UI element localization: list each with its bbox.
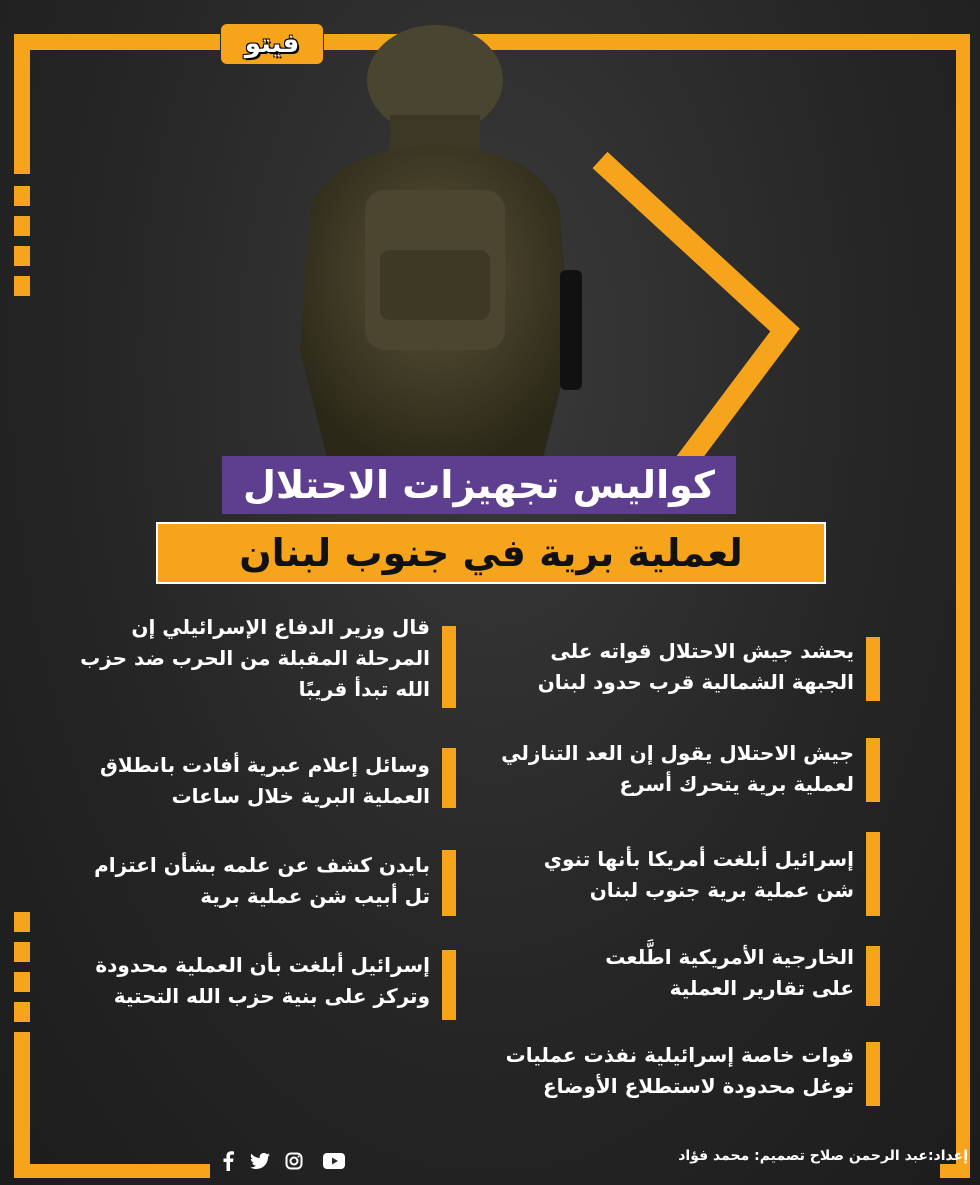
right-item-3-bar (866, 832, 880, 916)
right-item-2-line-2: لعملية برية يتحرك أسرع (619, 772, 854, 796)
right-item-4-bar (866, 946, 880, 1006)
headline-text-1: كواليس تجهيزات الاحتلال (242, 463, 716, 507)
right-item-5-bar (866, 1042, 880, 1106)
instagram-icon[interactable] (282, 1150, 306, 1172)
headline-line-2 (156, 522, 826, 584)
left-item-3-bar (442, 850, 456, 916)
left-item-1-bar (442, 626, 456, 708)
left-item-2 (100, 750, 430, 812)
right-item-3-line-2: شن عملية برية جنوب لبنان (589, 878, 854, 902)
frame-left-vertical-lower (14, 1032, 30, 1178)
left-item-3 (94, 850, 430, 912)
frame-left-vertical-upper (14, 34, 30, 174)
left-item-1-line-2: المرحلة المقبلة من الحرب ضد حزب (80, 646, 430, 670)
soldier-image (270, 20, 600, 470)
youtube-icon[interactable] (322, 1150, 346, 1172)
left-item-4-bar (442, 950, 456, 1020)
right-item-3 (544, 844, 854, 906)
left-item-3-line-2: تل أبيب شن عملية برية (200, 884, 430, 908)
right-item-5-line-2: توغل محدودة لاستطلاع الأوضاع (542, 1074, 854, 1098)
left-item-4 (95, 950, 430, 1012)
footer-credits-text: إعداد:عبد الرحمن صلاح تصميم: محمد فؤاد (678, 1148, 968, 1164)
headline-text-2: لعملية برية في جنوب لبنان (239, 531, 743, 575)
left-item-4-line-2: وتركز على بنية حزب الله التحتية (113, 984, 430, 1008)
twitter-icon[interactable] (248, 1150, 272, 1172)
frame-left-dash-4 (14, 276, 30, 296)
frame-left-dash-1 (14, 186, 30, 206)
left-item-1-line-1: قال وزير الدفاع الإسرائيلي إن (131, 615, 430, 639)
footer-credits (678, 1148, 968, 1174)
left-item-1 (80, 612, 430, 705)
left-item-4-line-1: إسرائيل أبلغت بأن العملية محدودة (95, 953, 430, 977)
left-item-2-line-1: وسائل إعلام عبرية أفادت بانطلاق (100, 753, 430, 777)
right-item-1 (538, 636, 854, 698)
right-item-4-line-1: الخارجية الأمريكية اطَّلعت (605, 945, 854, 969)
right-item-5 (506, 1040, 854, 1102)
left-item-1-line-3: الله تبدأ قريبًا (298, 677, 430, 701)
right-item-1-line-1: يحشد جيش الاحتلال قواته على (550, 639, 854, 663)
right-item-2-bar (866, 738, 880, 802)
left-item-2-line-2: العملية البرية خلال ساعات (171, 784, 430, 808)
left-item-2-bar (442, 748, 456, 808)
frame-left-dash-5 (14, 912, 30, 932)
frame-top-left-horizontal (14, 34, 220, 50)
right-item-3-line-1: إسرائيل أبلغت أمريكا بأنها تنوي (543, 847, 854, 871)
brand-logo (221, 24, 323, 64)
right-item-5-line-1: قوات خاصة إسرائيلية نفذت عمليات (505, 1043, 854, 1067)
right-item-2-line-1: جيش الاحتلال يقول إن العد التنازلي (501, 741, 854, 765)
frame-left-dash-3 (14, 246, 30, 266)
frame-right-vertical (956, 34, 970, 1178)
right-item-2 (501, 738, 854, 800)
frame-left-dash-6 (14, 942, 30, 962)
facebook-icon[interactable] (216, 1150, 240, 1172)
right-item-1-bar (866, 637, 880, 701)
right-item-4-line-2: على تقارير العملية (669, 976, 854, 1000)
right-item-1-line-2: الجبهة الشمالية قرب حدود لبنان (537, 670, 854, 694)
logo-text: فيتو (244, 29, 300, 59)
frame-left-dash-2 (14, 216, 30, 236)
left-item-3-line-1: بايدن كشف عن علمه بشأن اعتزام (94, 853, 430, 877)
headline-line-1 (222, 456, 736, 514)
frame-left-dash-7 (14, 972, 30, 992)
frame-bottom-left-horizontal (14, 1164, 210, 1178)
frame-left-dash-8 (14, 1002, 30, 1022)
right-item-4 (605, 942, 854, 1004)
